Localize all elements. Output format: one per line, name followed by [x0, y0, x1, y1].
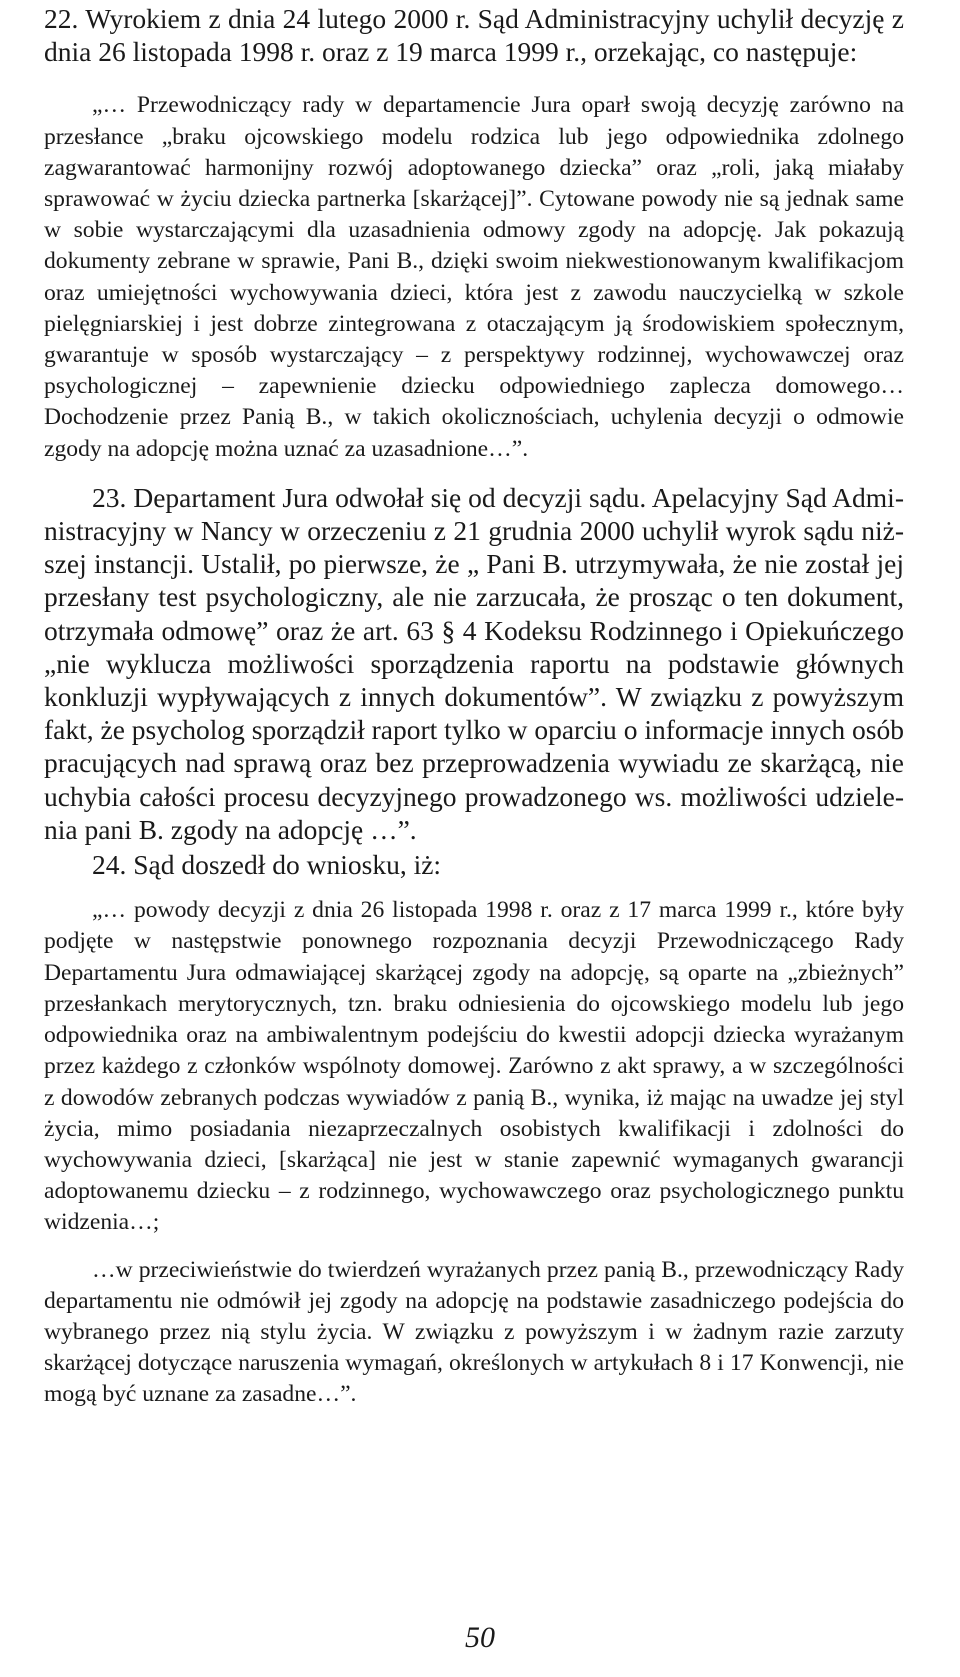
paragraph-23: 23. Departament Jura odwołał się od decyzji sądu. Apelacyjny Sąd Administracyjny w Nancy w orzeczeniu z 21 grudnia 2000 uchylił wyrok sądu niższej instancji. Ustalił, po pierwsze, że „ Pani B. utrzymywała, że nie został jej przesłany test psychologiczny, ale nie zarzucała, że prosząc o ten dokument, otrzymała odmowę” oraz że art. 63 § 4 Kodeksu Rodzinnego i Opiekuńczego „nie wyklucza możliwości sporządzenia raportu na podstawie głównych konkluzji wypływających z innych dokumentów”. W związku z powyższym fakt, że psycholog sporządził raport tylko w oparciu o informacje innych osób pracujących nad sprawą oraz bez przeprowadzenia wywiadu ze skarżącą, nie uchybia całości procesu decyzyjnego prowadzonego ws. możliwości udzielenia pani B. zgody na adopcję …”. — [44, 481, 904, 845]
quote-court-conclusion-1: „… powody decyzji z dnia 26 listopada 1998 r. oraz z 17 marca 1999 r., które były podjęte w następstwie ponownego rozpoznania decyzji Przewodniczącego Rady Departamentu Jura odmawiającej skarżącej zgody na adopcję, są oparte na „zbieżnych” przesłankach merytorycznych, tzn. braku odniesienia do ojcowskiego modelu lub jego odpowiednika oraz na ambiwalentnym podejściu do kwestii adopcji dziecka wyrażanym przez każdego z członków wspólnoty domowej. Zarówno z akt sprawy, a w szczególności z dowodów zebranych podczas wywiadów z panią B., wynika, iż mając na uwadze jej styl życia, mimo posiadania niezaprzeczalnych osobistych kwalifikacji i zdolności do wychowywania dzieci, [skarżąca] nie jest w stanie zapewnić wymaganych gwarancji adoptowanemu dziecku – z rodzinnego, wychowawczego oraz psychologicznego punktu widzenia…; — [44, 897, 904, 1236]
quote-court-conclusion-2: …w przeciwieństwie do twierdzeń wyrażanych przez panią B., przewodniczący Rady departamentu nie odmówił jej zgody na adopcję na podstawie zasadniczego podejścia do wybranego przez nią stylu życia. W związku z powyższym i w żadnym razie zarzuty skarżącej dotyczące naruszenia wymagań, określonych w artykułach 8 i 17 Konwencji, nie mogą być uznane za zasadne…”. — [44, 1256, 904, 1408]
quote-court-ruling: „… Przewodniczący rady w departamencie Jura oparł swoją decyzję zarówno na przesłance „braku ojcowskiego modelu rodzica lub jego odpowiednika zdolnego zagwarantować harmonijny rozwój adoptowanego dziecka” oraz „roli, jaką miałaby sprawować w życiu dziecka partnerka [skarżącej]”. Cytowane powody nie są jednak same w sobie wystarczającymi dla uzasadnienia odmowy zgody na adopcję. Jak pokazują dokumenty zebrane w sprawie, Pani B., dzięki swoim niekwestionowanym kwalifikacjom oraz umiejętności wychowywania dzieci, która jest z zawodu nauczycielką w szkole pielęgniarskiej i jest dobrze zintegrowana z otaczającym ją środowiskiem społecznym, gwarantuje w sposób wystarczający – z perspektywy rodzinnej, wychowawczej oraz psychologicznej – zapewnienie dziecku odpowiedniego zaplecza domowego… Dochodzenie przez Panią B., w takich okolicznościach, uchylenia decyzji o odmowie zgody na adopcję można uznać za uzasadnione…”. — [44, 92, 904, 462]
document-page — [44, 0, 904, 1411]
paragraph-22: 22. Wyrokiem z dnia 24 lutego 2000 r. Sąd Administracyjny uchylił decyzję z dnia 26 listopada 1998 r. oraz z 19 marca 1999 r., orzekając, co następuje: — [44, 3, 904, 68]
page-number: 50 — [465, 1621, 495, 1654]
paragraph-24: 24. Sąd doszedł do wniosku, iż: — [92, 849, 442, 881]
